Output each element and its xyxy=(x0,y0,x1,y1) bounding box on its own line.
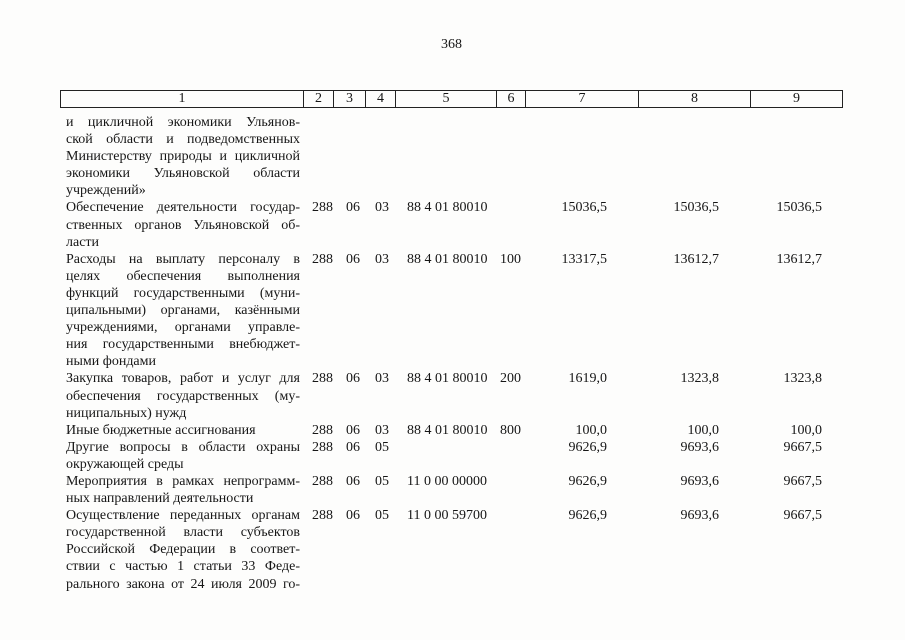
description-line-text: государственной власти субъектов xyxy=(66,525,300,541)
header-cell-col-7: 7 xyxy=(526,90,639,108)
code-ministry: 288 xyxy=(312,422,333,438)
table-row xyxy=(60,114,843,199)
description-line-text: Иные бюджетные ассигнования xyxy=(66,422,256,438)
amount-col-8: 13612,7 xyxy=(673,251,719,267)
description-line-text: ципальными) органами, казёнными xyxy=(66,303,300,319)
code-expense-type xyxy=(497,439,526,473)
code-section: 06 xyxy=(346,473,360,489)
row-description xyxy=(60,199,304,250)
description-line xyxy=(66,576,300,593)
description-line-text: Другие вопросы в области охраны xyxy=(66,439,300,455)
description-line-text: Закупка товаров, работ и услуг для xyxy=(66,371,300,387)
description-line xyxy=(66,524,300,541)
amount-col-7: 9626,9 xyxy=(568,473,607,489)
description-line xyxy=(66,199,300,216)
code-subsection: 05 xyxy=(375,473,389,489)
amount-col-9 xyxy=(751,114,843,199)
amount-col-7: 9626,9 xyxy=(568,508,607,524)
description-line xyxy=(66,268,300,285)
description-line-text: ственных органов Ульяновской об- xyxy=(66,217,300,233)
code-target-article: 11 0 00 59700 xyxy=(407,508,487,524)
description-line-text: ласти xyxy=(66,234,100,250)
description-line xyxy=(66,507,300,524)
header-cell-col-2: 2 xyxy=(304,90,334,108)
amount-col-7: 15036,5 xyxy=(561,200,607,216)
code-ministry: 288 xyxy=(312,508,333,524)
description-line xyxy=(66,541,300,558)
code-expense-type xyxy=(497,507,526,592)
header-cell-col-9: 9 xyxy=(751,90,843,108)
code-section: 06 xyxy=(346,422,360,438)
code-subsection: 03 xyxy=(375,422,389,438)
code-ministry: 288 xyxy=(312,371,333,387)
description-line xyxy=(66,490,300,507)
description-line xyxy=(66,439,300,456)
code-ministry: 288 xyxy=(312,251,333,267)
amount-col-8: 100,0 xyxy=(687,422,719,438)
amount-col-9: 9667,5 xyxy=(783,473,822,489)
code-ministry: 288 xyxy=(312,200,333,216)
description-line-text: Осуществление переданных органам xyxy=(66,508,300,524)
description-line-text: функций государственными (муни- xyxy=(66,285,300,301)
description-line xyxy=(66,182,300,199)
description-line-text: ными фондами xyxy=(66,354,157,370)
header-cell-col-1: 1 xyxy=(60,90,304,108)
code-target-article xyxy=(396,439,497,473)
code-target-article: 88 4 01 80010 xyxy=(407,371,488,387)
table-row xyxy=(60,422,843,439)
description-line-text: обеспечения государственных (му- xyxy=(66,388,300,404)
table-body xyxy=(60,114,843,593)
description-line xyxy=(66,388,300,405)
description-line xyxy=(66,234,300,251)
description-line-text: учреждений» xyxy=(66,183,146,199)
code-ministry xyxy=(304,114,334,199)
amount-col-8: 9693,6 xyxy=(680,508,719,524)
amount-col-9: 1323,8 xyxy=(783,371,822,387)
description-line-text: ской области и подведомственных xyxy=(66,132,300,148)
row-description xyxy=(60,114,304,199)
description-line xyxy=(66,336,300,353)
amount-col-8: 15036,5 xyxy=(673,200,719,216)
description-line xyxy=(66,353,300,370)
amount-col-9: 15036,5 xyxy=(776,200,822,216)
description-line-text: ствии с частью 1 статьи 33 Феде- xyxy=(66,559,300,575)
budget-table xyxy=(60,90,843,593)
amount-col-9: 100,0 xyxy=(790,422,822,438)
row-description xyxy=(60,439,304,473)
code-target-article xyxy=(396,114,497,199)
code-ministry: 288 xyxy=(312,439,333,455)
code-expense-type: 200 xyxy=(500,371,521,387)
code-expense-type xyxy=(497,473,526,507)
description-line xyxy=(66,148,300,165)
description-line xyxy=(66,422,300,439)
code-section: 06 xyxy=(346,508,360,524)
code-subsection: 05 xyxy=(375,508,389,524)
row-description xyxy=(60,370,304,421)
table-header-row xyxy=(60,90,843,108)
row-description xyxy=(60,422,304,439)
code-ministry: 288 xyxy=(312,473,333,489)
description-line xyxy=(66,370,300,387)
code-subsection: 03 xyxy=(375,251,389,267)
header-cell-col-4: 4 xyxy=(366,90,396,108)
page-number: 368 xyxy=(441,37,462,52)
description-line xyxy=(66,251,300,268)
description-line-text: Расходы на выплату персоналу в xyxy=(66,251,300,267)
amount-col-8: 1323,8 xyxy=(680,371,719,387)
row-description xyxy=(60,507,304,592)
table-row xyxy=(60,473,843,507)
amount-col-7: 1619,0 xyxy=(568,371,607,387)
description-line-text: Российской Федерации в соответ- xyxy=(66,542,300,558)
amount-col-7: 100,0 xyxy=(575,422,607,438)
description-line xyxy=(66,114,300,131)
code-expense-type: 100 xyxy=(500,251,521,267)
description-line xyxy=(66,405,300,422)
code-section: 06 xyxy=(346,371,360,387)
table-row xyxy=(60,199,843,250)
description-line xyxy=(66,131,300,148)
amount-col-8 xyxy=(639,114,751,199)
description-line xyxy=(66,165,300,182)
amount-col-7 xyxy=(526,114,639,199)
amount-col-9: 9667,5 xyxy=(783,439,822,455)
amount-col-9: 13612,7 xyxy=(776,251,822,267)
code-subsection: 05 xyxy=(375,439,389,455)
code-section: 06 xyxy=(346,251,360,267)
header-cell-col-3: 3 xyxy=(334,90,366,108)
header-cell-col-6: 6 xyxy=(497,90,526,108)
code-target-article: 88 4 01 80010 xyxy=(407,200,488,216)
code-expense-type xyxy=(497,199,526,250)
description-line xyxy=(66,558,300,575)
description-line-text: учреждениями, органами управле- xyxy=(66,320,300,336)
description-line xyxy=(66,473,300,490)
description-line-text: и цикличной экономики Ульянов- xyxy=(66,115,300,130)
amount-col-9: 9667,5 xyxy=(783,508,822,524)
description-line-text: экономики Ульяновской области xyxy=(66,166,300,182)
amount-col-7: 9626,9 xyxy=(568,439,607,455)
description-line xyxy=(66,285,300,302)
header-cell-col-8: 8 xyxy=(639,90,751,108)
table-row xyxy=(60,507,843,592)
amount-col-8: 9693,6 xyxy=(680,473,719,489)
code-section: 06 xyxy=(346,439,360,455)
description-line xyxy=(66,456,300,473)
description-line-text: Обеспечение деятельности государ- xyxy=(66,200,300,216)
description-line xyxy=(66,217,300,234)
description-line xyxy=(66,302,300,319)
code-section: 06 xyxy=(346,200,360,216)
description-line-text: ния государственными внебюджет- xyxy=(66,337,300,353)
description-line-text: целях обеспечения выполнения xyxy=(66,268,300,284)
code-subsection: 03 xyxy=(375,371,389,387)
amount-col-7: 13317,5 xyxy=(561,251,607,267)
code-expense-type xyxy=(497,114,526,199)
description-line-text: окружающей среды xyxy=(66,456,184,472)
code-section xyxy=(334,114,366,199)
table-row xyxy=(60,370,843,421)
code-subsection: 03 xyxy=(375,200,389,216)
header-cell-col-5: 5 xyxy=(396,90,497,108)
row-description xyxy=(60,473,304,507)
code-target-article: 88 4 01 80010 xyxy=(407,422,488,438)
amount-col-8: 9693,6 xyxy=(680,439,719,455)
table-row xyxy=(60,439,843,473)
code-target-article: 88 4 01 80010 xyxy=(407,251,488,267)
description-line-text: Министерству природы и цикличной xyxy=(66,149,300,165)
table-row xyxy=(60,251,843,371)
description-line xyxy=(66,319,300,336)
description-line-text: Мероприятия в рамках непрограмм- xyxy=(66,473,300,489)
description-line-text: ных направлений деятельности xyxy=(66,491,254,507)
description-line-text: ниципальных) нужд xyxy=(66,405,187,421)
code-target-article: 11 0 00 00000 xyxy=(407,473,487,489)
code-expense-type: 800 xyxy=(500,422,521,438)
description-line-text: рального закона от 24 июля 2009 го- xyxy=(66,576,300,592)
row-description xyxy=(60,251,304,371)
code-subsection xyxy=(366,114,396,199)
